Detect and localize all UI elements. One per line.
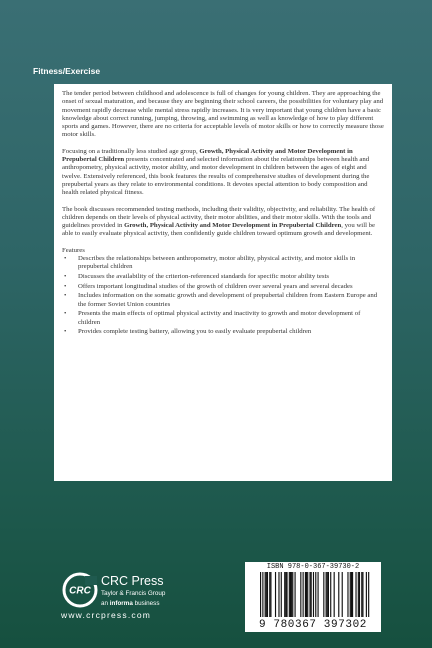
barcode-bar (278, 572, 279, 617)
barcode-bar (291, 572, 292, 617)
barcode-bar (306, 572, 307, 617)
barcode-bar (266, 572, 267, 617)
feature-text: Offers important longitudinal studies of the growth of children over several years and several decades (78, 282, 353, 290)
bullet-icon: • (64, 292, 67, 300)
barcode-bar (305, 572, 306, 617)
barcode-bar (350, 572, 351, 617)
logo-gap (85, 576, 97, 585)
barcode-bar (309, 572, 310, 617)
paragraph-3-rest: , you will be able to easily evaluate physical activity, then confidently guide children toward optimum growth and development. (62, 222, 375, 238)
barcode-bar (307, 572, 308, 617)
description-paragraph-2 (62, 148, 384, 198)
feature-text: Describes the relationships between anthropometry, motor ability, physical activity, and motor skills in prepubertal children (78, 255, 356, 271)
features-heading: Features (62, 246, 85, 254)
barcode-digits: 9 780367 397302 (258, 619, 368, 631)
barcode-bar (281, 572, 282, 617)
features-list (62, 255, 384, 337)
barcode-bar (303, 572, 304, 617)
barcode-bar (292, 572, 293, 617)
paragraph-2-intro: Focusing on a traditionally less studied age group, (62, 147, 200, 155)
barcode-bar (269, 572, 270, 617)
barcode-bar (270, 572, 271, 617)
barcode-bar (262, 572, 263, 617)
feature-text: Discusses the availability of the criterion-referenced standards for specific motor ability tests (78, 273, 329, 281)
barcode-box (245, 562, 381, 632)
isbn-label: ISBN 978-0-367-39730-2 (266, 563, 360, 571)
barcode-bar (286, 572, 287, 617)
barcode-bar (313, 572, 314, 617)
barcode-bar (342, 572, 343, 617)
barcode-bar (284, 572, 285, 617)
barcode-bar (290, 572, 291, 617)
bullet-icon: • (64, 255, 67, 263)
feature-item (62, 283, 384, 291)
barcode-bar (318, 572, 319, 617)
barcode-bar (315, 572, 316, 617)
barcode-bar (265, 572, 266, 617)
publisher-group: Taylor & Francis Group (101, 590, 166, 597)
barcode-bar (328, 572, 329, 617)
description-paragraph-1: The tender period between childhood and adolescence is full of changes for young children. They are approaching the onset of sexual maturation, and because they are beginning their school careers, the possibilities for voluntary play and movement rapidly decrease while mental stress rapidly increases. It is very important that young children have a basic knowledge about correct running, jumping, throwing, and swimming as well as knowledge of how to play different sports and games. However, there are no criteria for acceptable levels of motor skills or how to correctly measure those motor skills. (62, 90, 384, 139)
barcode-bar (361, 572, 362, 617)
crc-logo-icon (62, 572, 98, 608)
feature-item (62, 255, 384, 272)
barcode-bar (368, 572, 369, 617)
barcode-bar (275, 572, 276, 617)
barcode-bar (358, 572, 359, 617)
feature-item (62, 310, 384, 327)
barcode-bar (326, 572, 327, 617)
publisher-business-line (101, 600, 159, 607)
barcode-bar (311, 572, 312, 617)
business-prefix: an (101, 600, 110, 607)
barcode-bar (347, 572, 348, 617)
barcode-bar (366, 572, 367, 617)
barcode-bar (362, 572, 363, 617)
barcode-bar (352, 572, 353, 617)
paragraph-2-rest: presents concentrated and selected information about the relationships between health and anthropometry, physical activity, motor ability, and motor development in children between the ages of eight and twelve. Extensively referenced, this book features the results of comprehensive studies of development during the prepubertal years as they relate to environmental conditions. It devotes special attention to body composition and health related physical fitness. (62, 156, 370, 197)
publisher-website: www.crcpress.com (61, 610, 152, 620)
barcode-bar (285, 572, 286, 617)
feature-text: Presents the main effects of optimal physical activity and inactivity to growth and motor development of children (78, 310, 361, 326)
barcode-bar (334, 572, 335, 617)
barcode-bar (289, 572, 290, 617)
barcode-bar (323, 572, 324, 617)
feature-item (62, 273, 384, 281)
logo-text: CRC (69, 585, 91, 597)
barcode-bar (267, 572, 268, 617)
feature-text: Includes information on the somatic growth and development of prepubertal children from Eastern Europe and the former Soviet Union countries (78, 292, 378, 308)
barcode-bar (327, 572, 328, 617)
book-title-bold: Growth, Physical Activity and Motor Development in Prepubertal Children (124, 222, 342, 230)
barcode-bar (355, 572, 356, 617)
barcode-icon (248, 572, 378, 619)
barcode-bar (300, 572, 301, 617)
barcode-bar (260, 572, 261, 617)
feature-item (62, 328, 384, 336)
bullet-icon: • (64, 273, 67, 281)
barcode-bar (359, 572, 360, 617)
back-cover-text-panel (54, 84, 392, 481)
publisher-name: CRC Press (101, 574, 164, 588)
book-title-bold: Growth, Physical Activity and Motor Development in Prepubertal Children (62, 147, 353, 164)
paragraph-3-intro: The book discusses recommended testing methods, including their validity, objectivity, and reliability. The health of children depends on their levels of physical activity, their motor abilities, and their motor skills. With the tools and guidelines provided in (62, 205, 376, 230)
feature-text: Provides complete testing battery, allowing you to easily evaluate prepubertal children (78, 328, 312, 336)
barcode-bar (351, 572, 352, 617)
barcode-bar (330, 572, 331, 617)
informa-brand: informa (109, 600, 133, 607)
bullet-icon: • (64, 328, 67, 336)
description-paragraph-3 (62, 206, 384, 239)
barcode-bar (338, 572, 339, 617)
barcode-bar (295, 572, 296, 617)
bullet-icon: • (64, 282, 67, 290)
bullet-icon: • (64, 310, 67, 318)
business-suffix: business (132, 600, 160, 607)
feature-item (62, 292, 384, 309)
category-label: Fitness/Exercise (33, 66, 101, 76)
